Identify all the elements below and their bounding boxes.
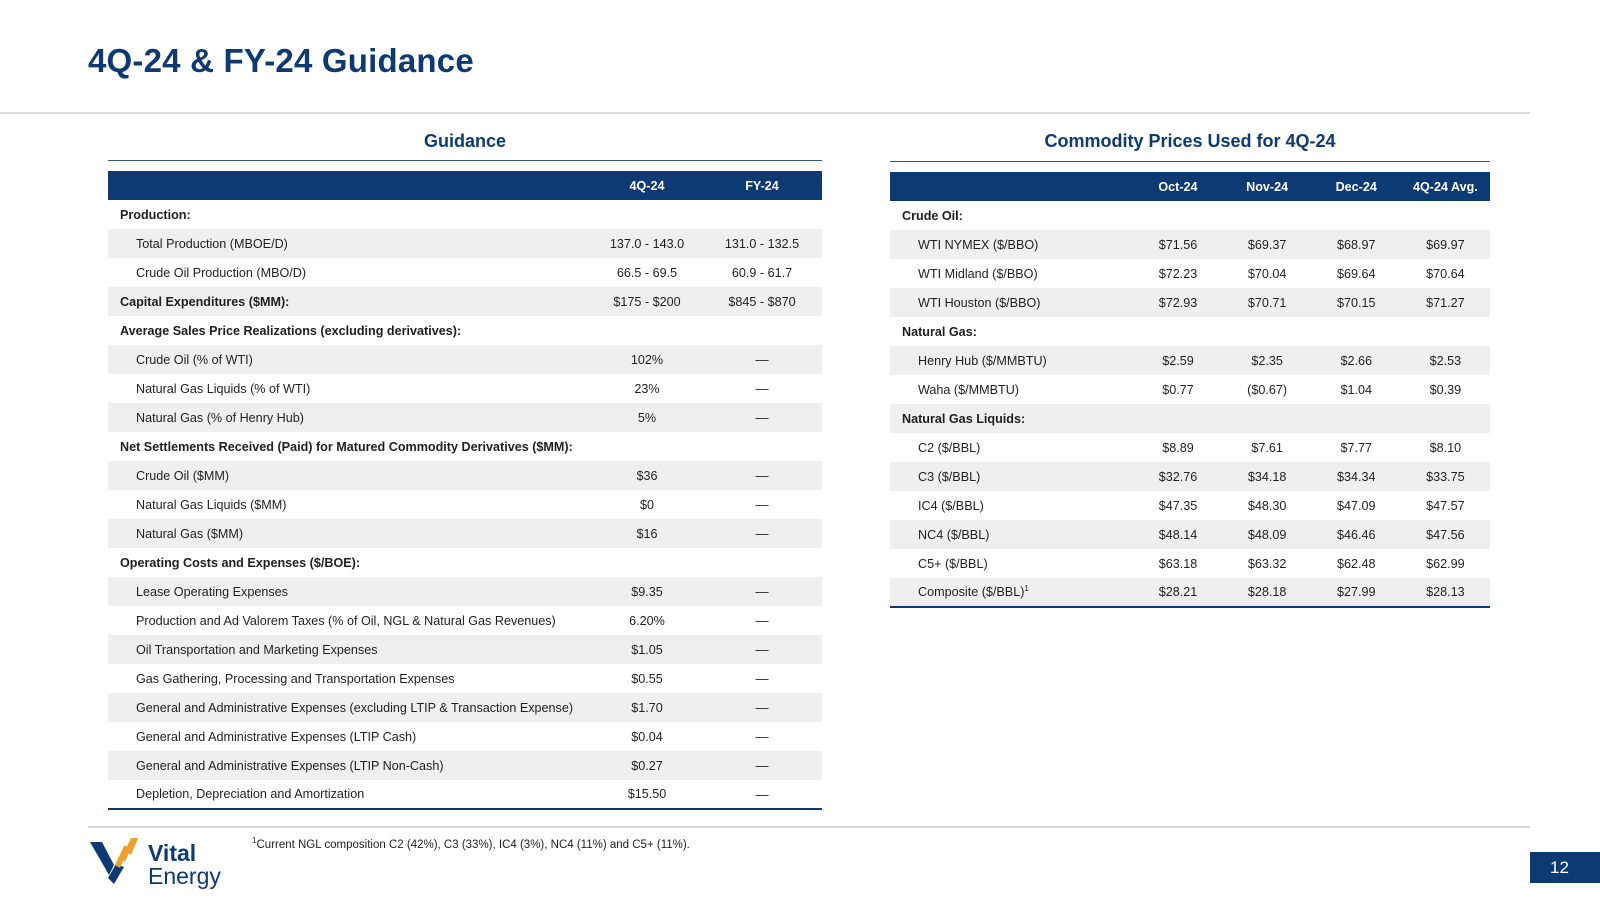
guidance-4q-value: $15.50 [592,780,702,809]
guidance-row-label: Operating Costs and Expenses ($/BOE): [120,555,361,570]
price-nov-value [1223,317,1312,346]
price-avg-value: $69.97 [1401,230,1490,259]
price-avg-value: $71.27 [1401,288,1490,317]
guidance-row-label: Crude Oil (% of WTI) [108,345,592,374]
price-oct-value: $2.59 [1133,346,1222,375]
guidance-fy-value [702,316,822,345]
page-number: 12 [1530,852,1600,883]
guidance-4q-value [592,548,702,577]
prices-row-label [890,346,1133,375]
price-oct-value: $47.35 [1158,498,1198,513]
price-nov-value: ($0.67) [1247,382,1288,397]
prices-row-label-text: WTI NYMEX ($/BBO) [918,237,1039,252]
guidance-fy-value [702,548,822,577]
prices-header-label [890,172,1133,201]
guidance-fy-value: — [702,751,822,780]
guidance-4q-value: $1.05 [592,635,702,664]
guidance-row-label: Crude Oil Production (MBO/D) [136,265,307,280]
price-dec-value [1312,317,1401,346]
price-nov-value: $63.32 [1247,556,1287,571]
prices-row-label [890,288,1133,317]
guidance-row [108,316,822,345]
guidance-row-label: Crude Oil ($MM) [108,461,592,490]
guidance-header-4q: 4Q-24 [592,171,702,200]
guidance-row [108,403,822,432]
guidance-row-label: Total Production (MBOE/D) [108,229,592,258]
guidance-4q-value: 102% [592,345,702,374]
guidance-row-label: Lease Operating Expenses [108,577,592,606]
guidance-fy-value: — [702,635,822,664]
prices-row [890,375,1490,404]
prices-row-label [890,433,1133,462]
guidance-panel [108,128,822,810]
price-avg-value: $47.56 [1401,520,1490,549]
page-title: 4Q-24 & FY-24 Guidance [88,42,474,79]
guidance-row-label: Depletion, Depreciation and Amortization [108,780,592,809]
price-nov-value: $69.37 [1223,230,1312,259]
guidance-row [108,780,822,809]
guidance-fy-value: $845 - $870 [702,287,822,316]
price-oct-value: $72.23 [1158,266,1198,281]
prices-header-row [890,172,1490,201]
price-dec-value: $27.99 [1312,578,1401,607]
price-dec-value: $34.34 [1312,462,1401,491]
price-dec-value: $70.15 [1312,288,1401,317]
price-oct-value [1133,201,1222,230]
guidance-fy-value [702,200,822,229]
guidance-fy-value [702,432,822,461]
price-nov-value: $34.18 [1223,462,1312,491]
guidance-row [108,606,822,635]
guidance-4q-value: 5% [592,403,702,432]
guidance-4q-value: $0 [639,497,654,512]
prices-row [890,288,1490,317]
guidance-row [108,635,822,664]
guidance-4q-value [592,200,702,229]
guidance-row [108,722,822,751]
prices-row-label-text: Natural Gas Liquids: [902,411,1026,426]
prices-row-label-text: Waha ($/MMBTU) [918,382,1019,397]
prices-row-label-text: Composite ($/BBL) [918,585,1025,600]
price-nov-value: $28.18 [1223,578,1312,607]
guidance-fy-value: — [755,729,769,744]
guidance-fy-value: 131.0 - 132.5 [702,229,822,258]
guidance-row-label: Gas Gathering, Processing and Transportation Expenses [136,671,455,686]
logo-mark-icon [90,838,150,890]
price-oct-value [1133,404,1222,433]
prices-row [890,462,1490,491]
price-oct-value [1133,317,1222,346]
guidance-4q-value: $175 - $200 [592,287,702,316]
price-dec-value: $1.04 [1340,382,1372,397]
prices-row [890,317,1490,346]
guidance-row [108,345,822,374]
footnote-text: Current NGL composition C2 (42%), C3 (33%), IC4 (3%), NC4 (11%) and C5+ (11%). [256,838,690,851]
price-dec-value: $62.48 [1336,556,1376,571]
guidance-header-row [108,171,822,200]
prices-row-label [890,230,1133,259]
prices-row [890,578,1490,607]
prices-row [890,491,1490,520]
prices-row [890,520,1490,549]
guidance-row [108,664,822,693]
logo-text-vital: Vital [148,840,197,866]
logo-text-energy: Energy [148,863,221,889]
guidance-row [108,548,822,577]
prices-row-label [890,462,1133,491]
footnote-ref-marker: 1 [1024,584,1029,594]
price-dec-value: $46.46 [1312,520,1401,549]
price-nov-value: $48.30 [1247,498,1287,513]
price-avg-value: $28.13 [1401,578,1490,607]
prices-row-label [890,317,1133,346]
guidance-header-fy: FY-24 [702,171,822,200]
prices-row-label-text: NC4 ($/BBL) [918,527,990,542]
price-oct-value: $48.14 [1133,520,1222,549]
guidance-heading: Guidance [108,128,822,161]
guidance-row [108,200,822,229]
guidance-row-label: Production: [120,207,191,222]
guidance-row [108,258,822,287]
guidance-row-label: Net Settlements Received (Paid) for Matured Commodity Derivatives ($MM): [120,439,573,454]
commodity-prices-heading: Commodity Prices Used for 4Q-24 [890,128,1490,162]
price-nov-value [1223,404,1312,433]
prices-row-label-text: C3 ($/BBL) [918,469,981,484]
prices-row [890,404,1490,433]
price-dec-value [1312,201,1401,230]
prices-header-avg: 4Q-24 Avg. [1401,172,1490,201]
prices-row-label-text: IC4 ($/BBL) [918,498,984,513]
price-dec-value: $47.09 [1336,498,1376,513]
price-nov-value: $2.35 [1223,346,1312,375]
guidance-4q-value [592,316,702,345]
guidance-row-label: Production and Ad Valorem Taxes (% of Oil, NGL & Natural Gas Revenues) [136,613,556,628]
guidance-row [108,229,822,258]
price-oct-value: $32.76 [1133,462,1222,491]
guidance-row-label: General and Administrative Expenses (excluding LTIP & Transaction Expense) [108,693,592,722]
price-avg-value: $70.64 [1426,266,1465,281]
price-avg-value: $2.53 [1401,346,1490,375]
price-dec-value: $69.64 [1336,266,1376,281]
prices-row [890,346,1490,375]
guidance-row [108,751,822,780]
prices-row [890,259,1490,288]
guidance-row-label: General and Administrative Expenses (LTIP Cash) [136,729,417,744]
commodity-prices-panel [890,128,1490,608]
footnote-marker: 1 [252,836,257,845]
guidance-row-label: General and Administrative Expenses (LTIP Non-Cash) [108,751,592,780]
price-oct-value: $71.56 [1133,230,1222,259]
price-oct-value: $72.93 [1133,288,1222,317]
guidance-4q-value: $9.35 [592,577,702,606]
title-divider [0,112,1530,114]
price-avg-value: $8.10 [1429,440,1462,455]
guidance-row [108,287,822,316]
prices-row-label [890,520,1133,549]
prices-row-label [890,578,1133,607]
price-avg-value: $0.39 [1429,382,1462,397]
guidance-row [108,374,822,403]
prices-row-label [890,404,1133,433]
footnote [252,836,690,851]
price-avg-value [1401,317,1490,346]
prices-row-label [890,375,1133,404]
footer-divider [88,826,1530,828]
guidance-row-label: Natural Gas (% of Henry Hub) [108,403,592,432]
price-nov-value: $48.09 [1223,520,1312,549]
guidance-fy-value: — [702,693,822,722]
prices-row-label-text: Natural Gas: [902,324,977,339]
guidance-row [108,693,822,722]
price-oct-value: $8.89 [1162,440,1194,455]
prices-row-label [890,201,1133,230]
guidance-row [108,461,822,490]
guidance-fy-value: — [755,613,769,628]
price-dec-value: $7.77 [1340,440,1372,455]
guidance-row-label: Oil Transportation and Marketing Expenses [108,635,592,664]
price-dec-value: $68.97 [1312,230,1401,259]
guidance-4q-value: $1.70 [592,693,702,722]
price-avg-value [1401,404,1490,433]
prices-row-label-text: Crude Oil: [902,208,963,223]
price-nov-value [1223,201,1312,230]
price-nov-value: $7.61 [1251,440,1283,455]
price-oct-value: $63.18 [1158,556,1198,571]
price-avg-value: $62.99 [1426,556,1465,571]
guidance-4q-value: 66.5 - 69.5 [616,265,678,280]
price-avg-value [1401,201,1490,230]
guidance-fy-value: 60.9 - 61.7 [731,265,793,280]
guidance-fy-value: — [702,519,822,548]
prices-row [890,201,1490,230]
guidance-table [108,171,822,810]
prices-row-label [890,259,1133,288]
price-dec-value [1312,404,1401,433]
guidance-row [108,490,822,519]
price-dec-value: $2.66 [1312,346,1401,375]
guidance-row-label: Average Sales Price Realizations (excluding derivatives): [120,323,462,338]
guidance-4q-value: $36 [592,461,702,490]
guidance-row-label: Natural Gas Liquids ($MM) [136,497,287,512]
prices-row-label [890,491,1133,520]
vital-energy-logo [90,838,250,890]
guidance-row-label: Capital Expenditures ($MM): [108,287,592,316]
guidance-4q-value: 6.20% [629,613,665,628]
guidance-4q-value: $16 [592,519,702,548]
prices-row-label-text: C2 ($/BBL) [918,440,981,455]
guidance-fy-value: — [702,345,822,374]
price-nov-value: $70.71 [1223,288,1312,317]
prices-row [890,549,1490,578]
prices-row [890,433,1490,462]
guidance-fy-value: — [702,780,822,809]
guidance-4q-value: $0.55 [631,671,663,686]
price-avg-value: $47.57 [1426,498,1465,513]
prices-row-label-text: C5+ ($/BBL) [918,556,988,571]
guidance-fy-value: — [702,461,822,490]
prices-header-dec: Dec-24 [1312,172,1401,201]
guidance-row [108,432,822,461]
prices-row [890,230,1490,259]
prices-row-label-text: WTI Houston ($/BBO) [918,295,1041,310]
guidance-row [108,519,822,548]
price-nov-value: $70.04 [1247,266,1287,281]
guidance-4q-value [592,432,702,461]
guidance-4q-value: $0.27 [592,751,702,780]
guidance-4q-value: 137.0 - 143.0 [592,229,702,258]
guidance-row-label: Natural Gas Liquids (% of WTI) [136,381,311,396]
price-oct-value: $0.77 [1162,382,1194,397]
guidance-4q-value: $0.04 [631,729,663,744]
guidance-row-label: Natural Gas ($MM) [108,519,592,548]
guidance-fy-value: — [755,381,769,396]
guidance-fy-value: — [702,577,822,606]
price-oct-value: $28.21 [1133,578,1222,607]
commodity-prices-table [890,172,1490,608]
guidance-row [108,577,822,606]
price-avg-value: $33.75 [1401,462,1490,491]
prices-header-nov: Nov-24 [1223,172,1312,201]
prices-row-label [890,549,1133,578]
prices-row-label-text: Henry Hub ($/MMBTU) [918,353,1047,368]
prices-header-oct: Oct-24 [1133,172,1222,201]
guidance-fy-value: — [702,403,822,432]
guidance-fy-value: — [755,497,769,512]
guidance-fy-value: — [755,671,769,686]
guidance-header-label [108,171,592,200]
guidance-4q-value: 23% [634,381,660,396]
prices-row-label-text: WTI Midland ($/BBO) [918,266,1038,281]
